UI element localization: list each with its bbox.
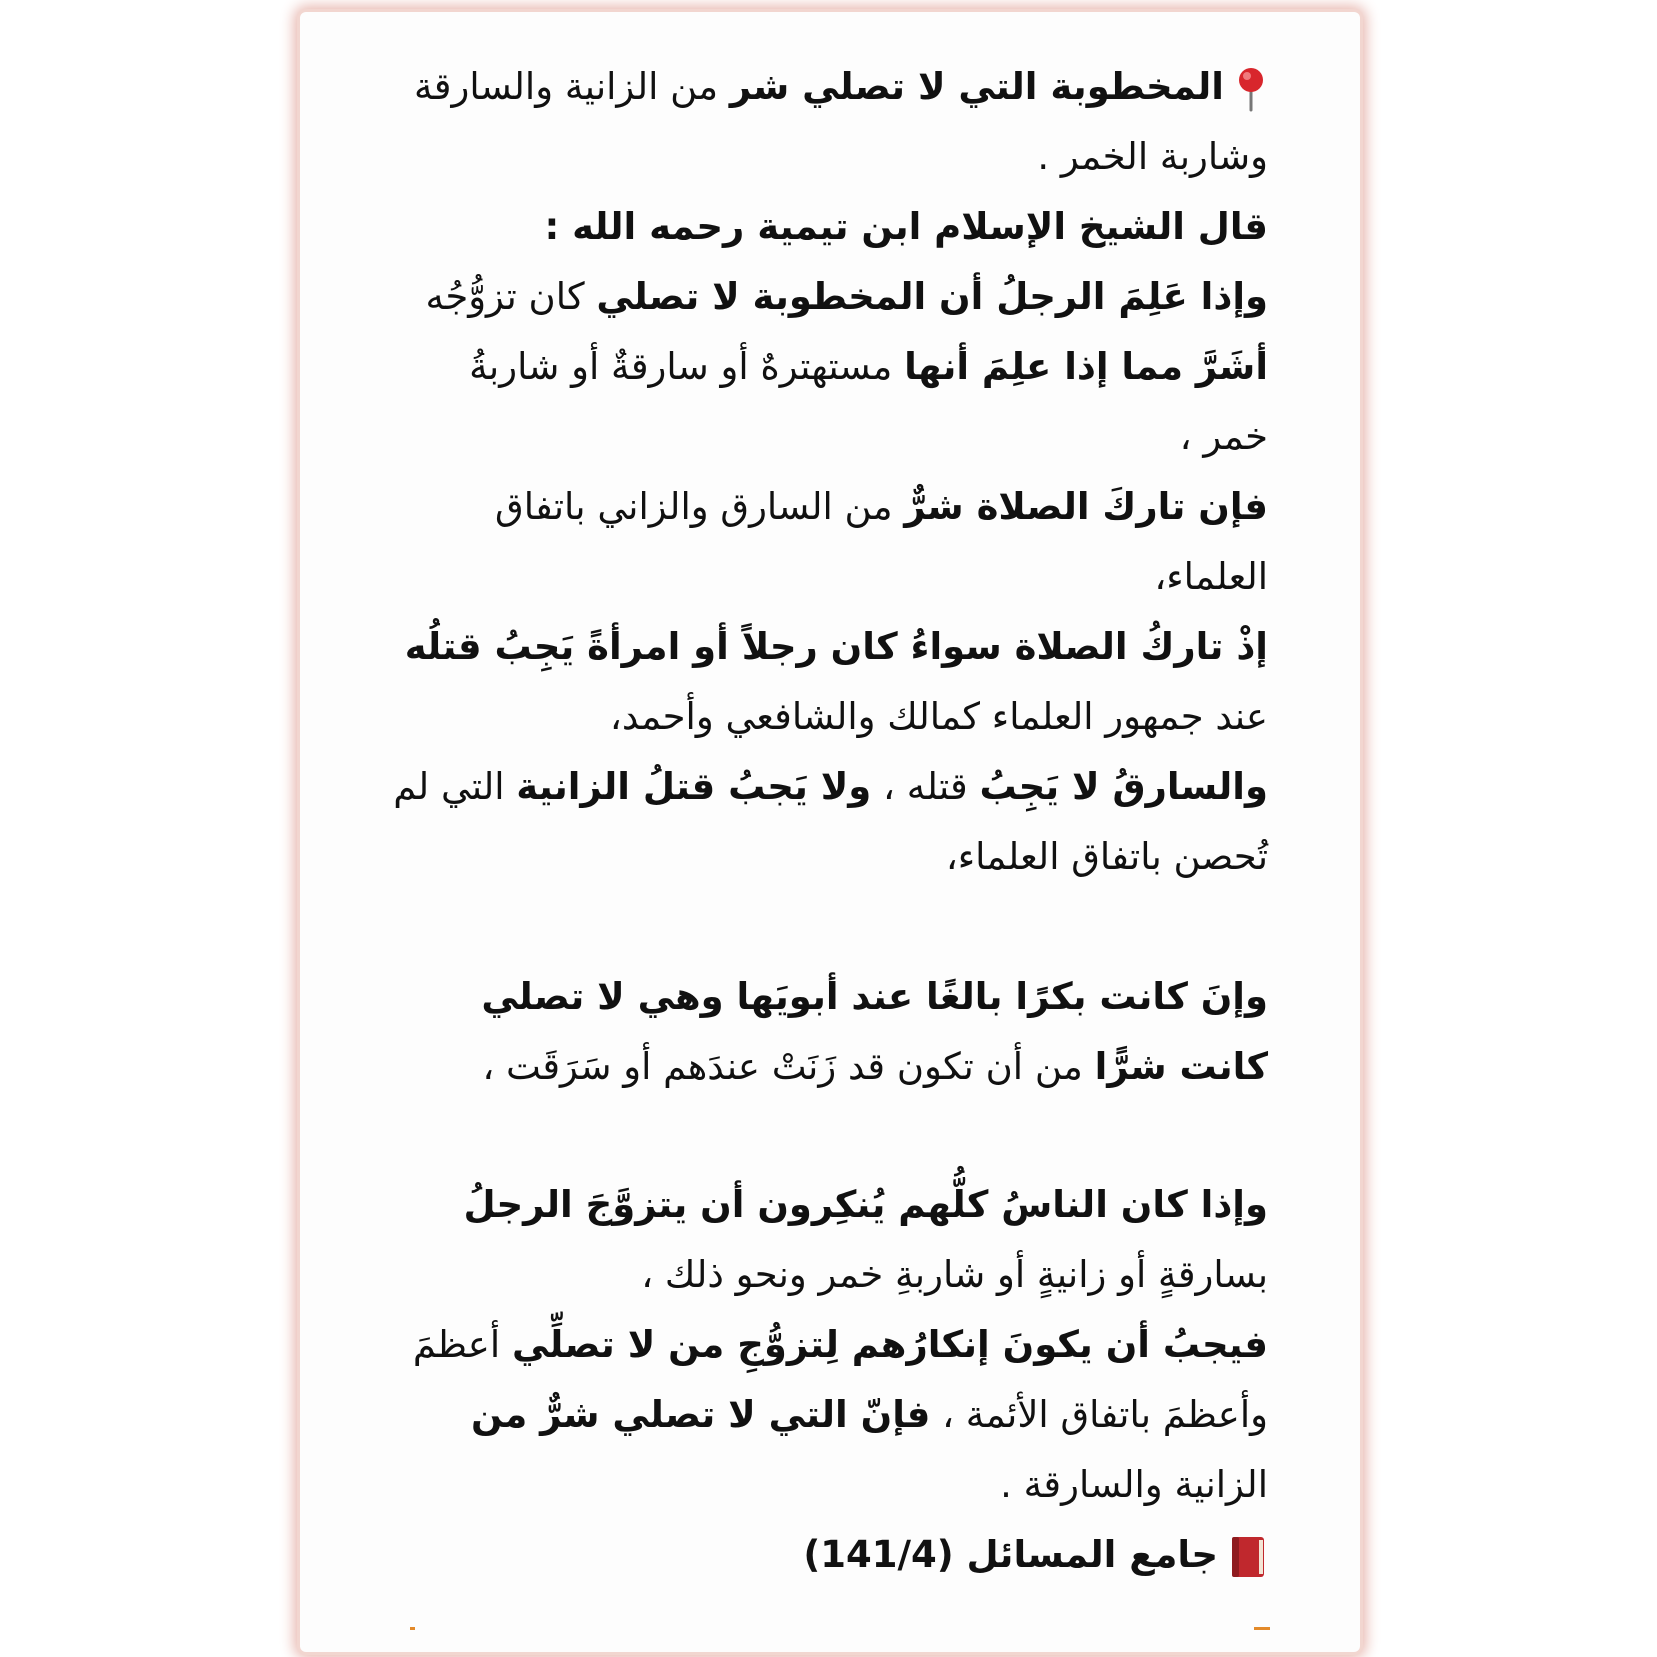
paragraph-spacer [390,1102,1268,1170]
p6-line-3 [390,1310,1268,1380]
title-rest: من الزانية والسارقة [413,65,730,108]
p4-line-2: تُحصن باتفاق العلماء، [945,835,1268,878]
p1-line-1 [390,262,1268,332]
document-card [300,12,1360,1652]
paragraph-spacer [390,892,1268,962]
document-content [390,52,1268,1590]
p6-line-4-rest: وأعظمَ باتفاق الأئمة ، [930,1393,1268,1436]
p4-line-1 [390,752,1268,822]
p1-line-2 [390,332,1268,402]
p6-line-3-bold: فيجبُ أن يكونَ إنكارُهم لِتزوُّجِ من لا تصلِّي [511,1323,1268,1366]
p4-line-1-bold-b: ولا يَجبُ قتلُ الزانية [516,765,872,808]
p2-line-1-bold: فإن تاركَ الصلاة شرٌّ [904,485,1268,528]
p5-line-2-bold: كانت شرًّا [1094,1045,1268,1088]
p6-line-5: الزانية والسارقة . [1000,1463,1268,1506]
p6-line-4 [390,1380,1268,1450]
orange-dash-mark [1254,1627,1270,1630]
title-bold: المخطوبة التي لا تصلي شر [729,65,1224,108]
p3-line-2: عند جمهور العلماء كمالك والشافعي وأحمد، [609,695,1268,738]
p2-line-1 [390,472,1268,542]
p5-line-2-rest: من أن تكون قد زَنَتْ عندَهم أو سَرَقَت ، [482,1045,1095,1088]
p1-line-1-rest: كان تزوُّجُه [425,275,597,318]
p1-line-1-bold: وإذا عَلِمَ الرجلُ أن المخطوبة لا تصلي [596,275,1268,318]
p1-line-2-bold: أشَرَّ مما إذا علِمَ أنها [904,345,1268,388]
p5-line-1: وإنَ كانت بكرًا بالغًا عند أبويَها وهي لا تصلي [481,975,1268,1018]
p6-line-1: وإذا كان الناسُ كلُّهم يُنكِرون أن يتزوَّجَ الرجلُ [463,1183,1268,1226]
p2-line-1-rest: من السارق والزاني باتفاق [495,485,905,528]
title-line-1 [390,52,1268,122]
p5-line-2 [390,1032,1268,1102]
attribution: قال الشيخ الإسلام ابن تيمية رحمه الله : [544,205,1268,248]
p3-line-1: إذْ تاركُ الصلاة سواءُ كان رجلاً أو امرأةً يَجِبُ قتلُه [404,625,1268,668]
p6-line-3-rest: أعظمَ [412,1323,512,1366]
p2-line-2: العلماء، [1154,555,1268,598]
source-line [390,1520,1268,1590]
p6-line-4-bold: فإنّ التي لا تصلي شرٌّ من [471,1393,931,1436]
title-line-2: وشاربة الخمر . [1037,135,1268,178]
closed-book-icon [1228,1534,1268,1580]
p4-line-1-bold-a: والسارقُ لا يَجِبُ [979,765,1268,808]
source-text: جامع المسائل (141/4) [803,1533,1218,1576]
p1-line-2-rest: مستهترهٌ أو سارقةٌ أو شاربةُ [469,345,905,388]
round-pushpin-icon [1234,66,1268,112]
p4-line-1-mid: قتله ، [871,765,980,808]
orange-dash-mark [410,1627,415,1630]
p6-line-2: بسارقةٍ أو زانيةٍ أو شاربةِ خمر ونحو ذلك ، [641,1253,1268,1296]
p1-line-3: خمر ، [1179,415,1268,458]
p4-line-1-rest: التي لم [393,765,517,808]
